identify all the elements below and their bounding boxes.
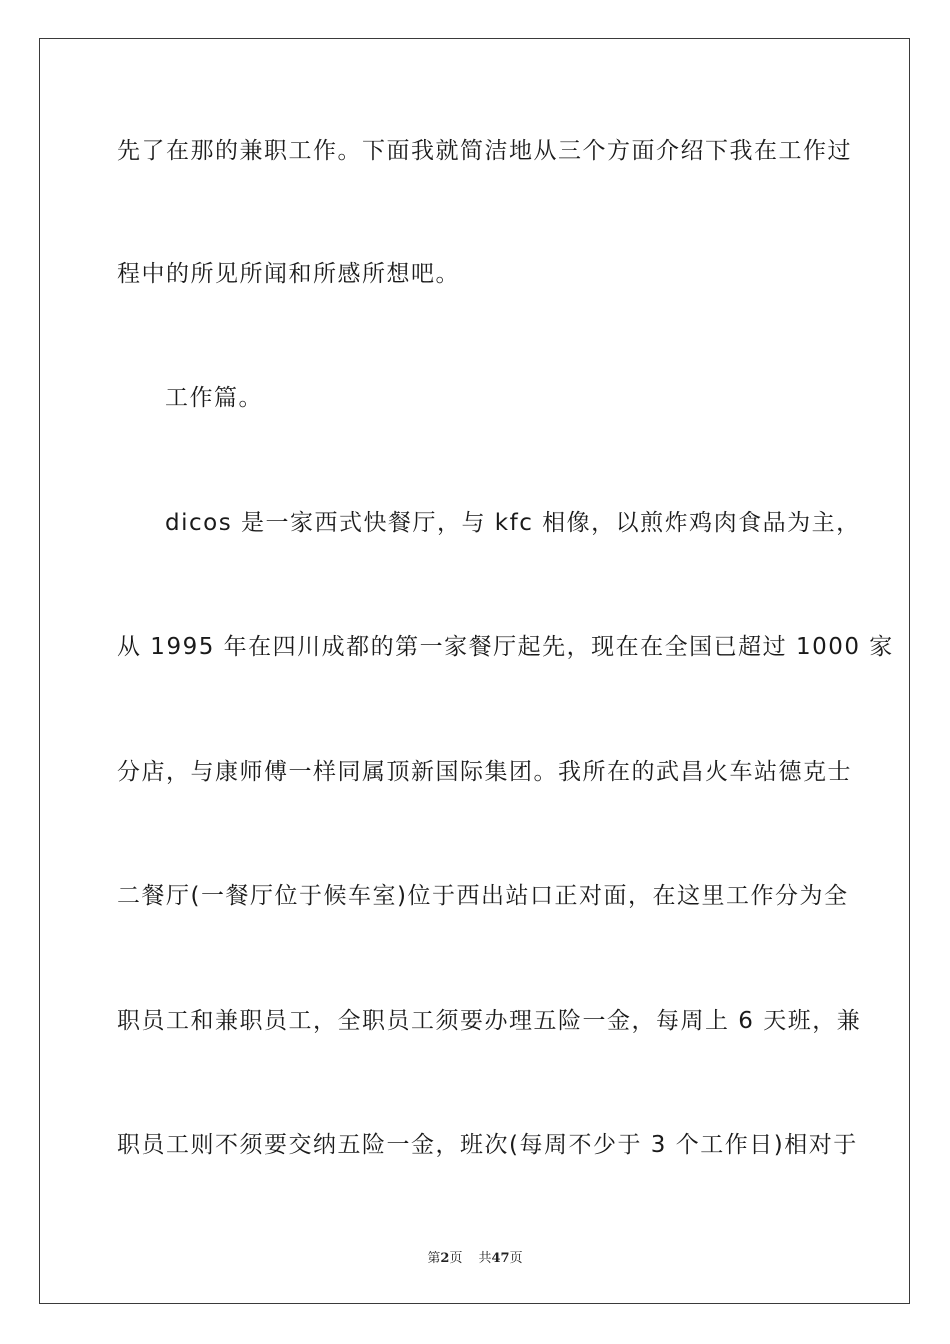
body-line-8: 职员工和兼职员工，全职员工须要办理五险一金，每周上 6 天班，兼 <box>117 1008 862 1034</box>
body-line-7: 二餐厅(一餐厅位于候车室)位于西出站口正对面，在这里工作分为全 <box>117 883 849 909</box>
footer-page-suffix: 页 <box>449 1251 463 1266</box>
footer-total-pages: 47 <box>491 1251 510 1266</box>
page-footer <box>0 1247 950 1266</box>
body-line-9: 职员工则不须要交纳五险一金，班次(每周不少于 3 个工作日)相对于 <box>117 1132 858 1158</box>
footer-page-number: 2 <box>440 1251 450 1266</box>
section-heading: 工作篇。 <box>165 385 263 411</box>
footer-total-prefix: 共 <box>478 1251 492 1266</box>
body-line-1: 先了在那的兼职工作。下面我就简洁地从三个方面介绍下我在工作过 <box>117 138 852 164</box>
body-line-4: dicos 是一家西式快餐厅，与 kfc 相像，以煎炸鸡肉食品为主， <box>165 510 861 536</box>
body-line-2: 程中的所见所闻和所感所想吧。 <box>117 261 460 287</box>
body-line-5: 从 1995 年在四川成都的第一家餐厅起先，现在在全国已超过 1000 家 <box>117 634 894 660</box>
footer-total-suffix: 页 <box>509 1251 523 1266</box>
footer-page-prefix: 第 <box>427 1251 441 1266</box>
page-frame <box>39 38 910 1304</box>
body-line-6: 分店，与康师傅一样同属顶新国际集团。我所在的武昌火车站德克士 <box>117 759 852 785</box>
